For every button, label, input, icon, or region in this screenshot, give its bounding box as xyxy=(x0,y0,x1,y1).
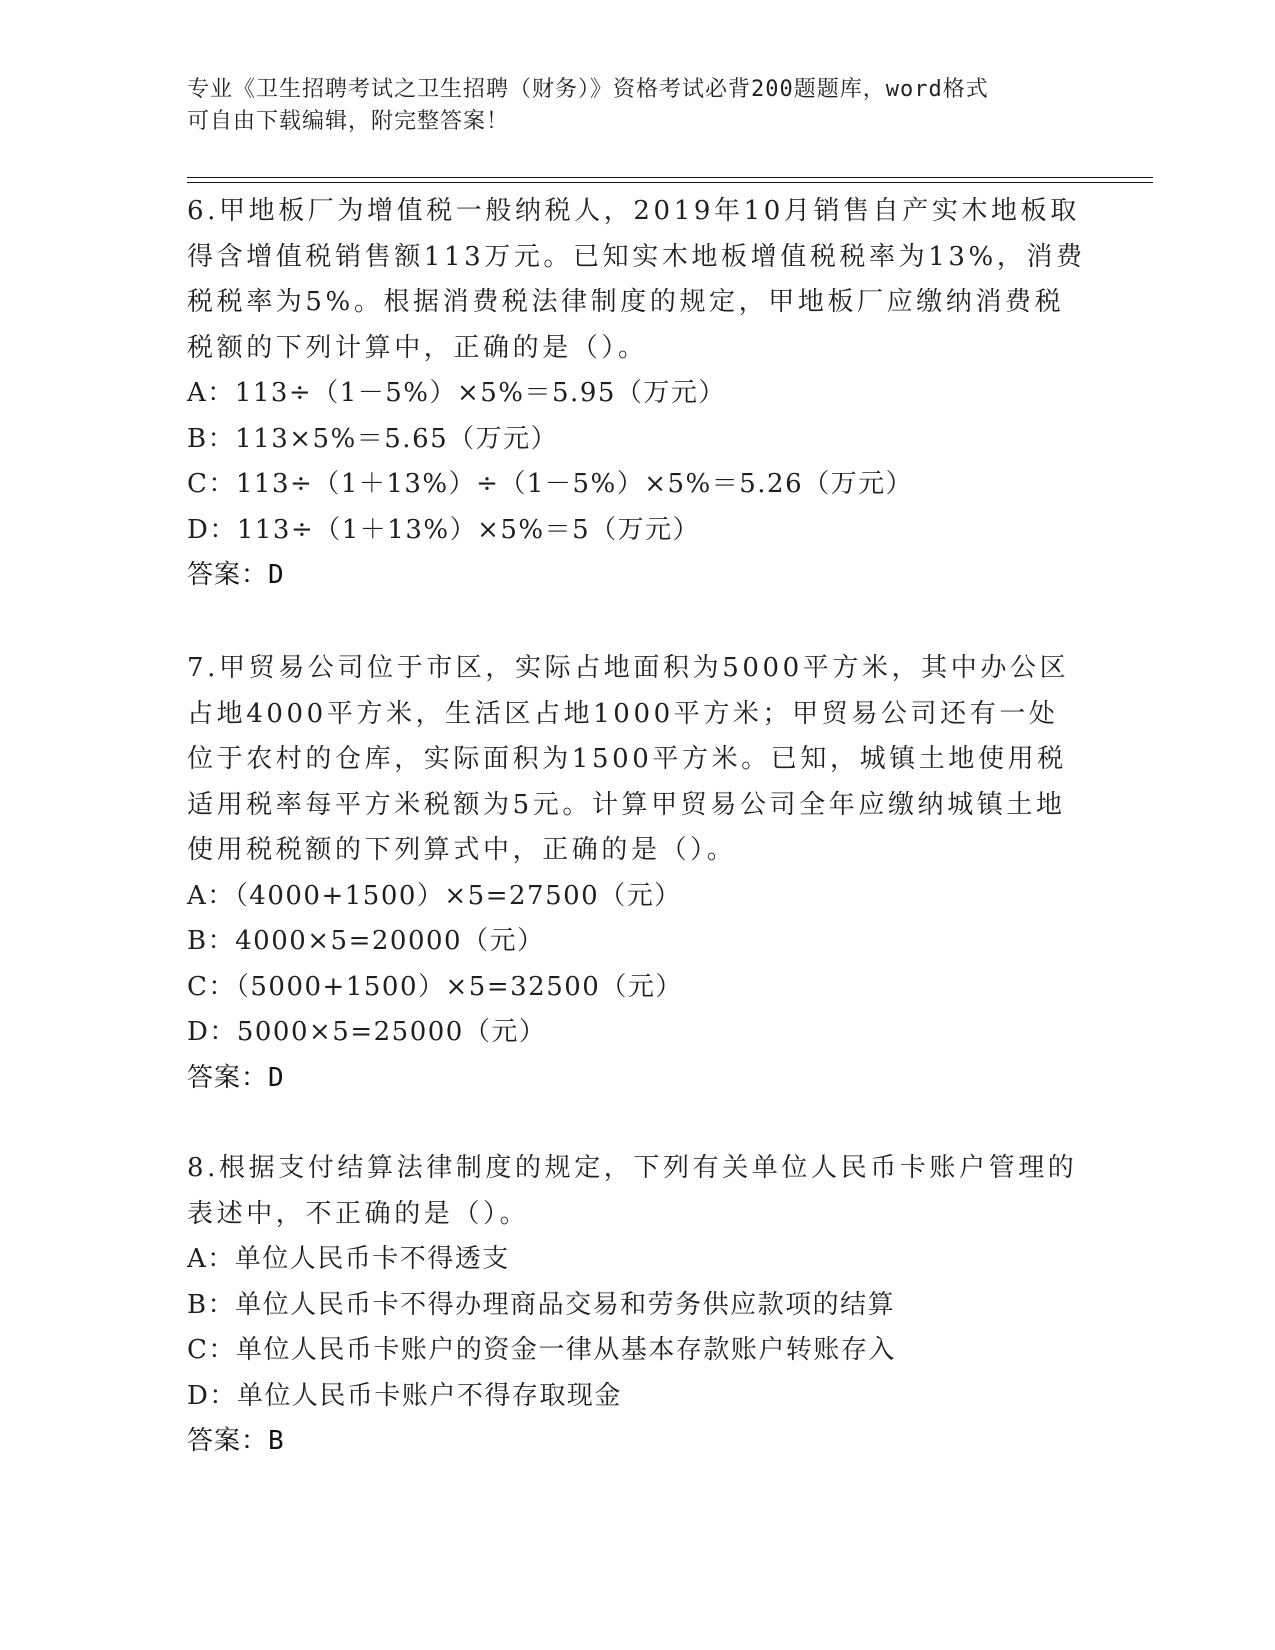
option-a: A：（4000+1500）×5=27500（元） xyxy=(187,880,682,911)
header-title-line-1: 专业《卫生招聘考试之卫生招聘（财务）》资格考试必背200题题库，word格式 xyxy=(187,77,989,102)
option-c: C：（5000+1500）×5=32500（元） xyxy=(187,971,683,1002)
option-b: B：单位人民币卡不得办理商品交易和劳务供应款项的结算 xyxy=(187,1289,896,1320)
answer-label: 答案：B xyxy=(187,1426,285,1456)
option-c: C：单位人民币卡账户的资金一律从基本存款账户转账存入 xyxy=(187,1335,896,1365)
answer-label: 答案：D xyxy=(187,560,285,590)
option-a: A：单位人民币卡不得透支 xyxy=(187,1244,510,1274)
question-8 xyxy=(187,1146,1087,1465)
question-text: 7.甲贸易公司位于市区，实际占地面积为5000平方米，其中办公区占地4000平方米，生活区占地1000平方米；甲贸易公司还有一处位于农村的仓库，实际面积为1500平方米。已知，城镇土地使用税适用税率每平方米税额为5元。计算甲贸易公司全年应缴纳城镇土地使用税税额的下列算式中，正确的是（）。 xyxy=(187,653,1070,865)
option-c: C：113÷（1＋13%）÷（1－5%）×5%＝5.26（万元） xyxy=(187,469,914,499)
header-rule-bottom xyxy=(187,182,1153,183)
document-header xyxy=(187,74,1087,138)
answer-label: 答案：D xyxy=(187,1062,285,1093)
option-b: B：113×5%＝5.65（万元） xyxy=(187,423,559,454)
option-d: D：5000×5=25000（元） xyxy=(187,1017,547,1047)
header-rule-top xyxy=(187,177,1153,178)
option-b: B：4000×5=20000（元） xyxy=(187,926,545,956)
option-a: A：113÷（1－5%）×5%＝5.95（万元） xyxy=(187,378,726,408)
question-6 xyxy=(187,189,1087,599)
question-text: 8.根据支付结算法律制度的规定，下列有关单位人民币卡账户管理的表述中，不正确的是（）。 xyxy=(187,1153,1078,1229)
header-title-line-2: 可自由下载编辑，附完整答案！ xyxy=(187,109,510,134)
question-text: 6.甲地板厂为增值税一般纳税人，2019年10月销售自产实木地板取得含增值税销售额113万元。已知实木地板增值税税率为13%，消费税税率为5%。根据消费税法律制度的规定，甲地板厂应缴纳消费税税额的下列计算中，正确的是（）。 xyxy=(187,196,1086,363)
option-d: D：113÷（1＋13%）×5%＝5（万元） xyxy=(187,514,701,545)
question-7 xyxy=(187,646,1087,1101)
option-d: D：单位人民币卡账户不得存取现金 xyxy=(187,1380,622,1411)
